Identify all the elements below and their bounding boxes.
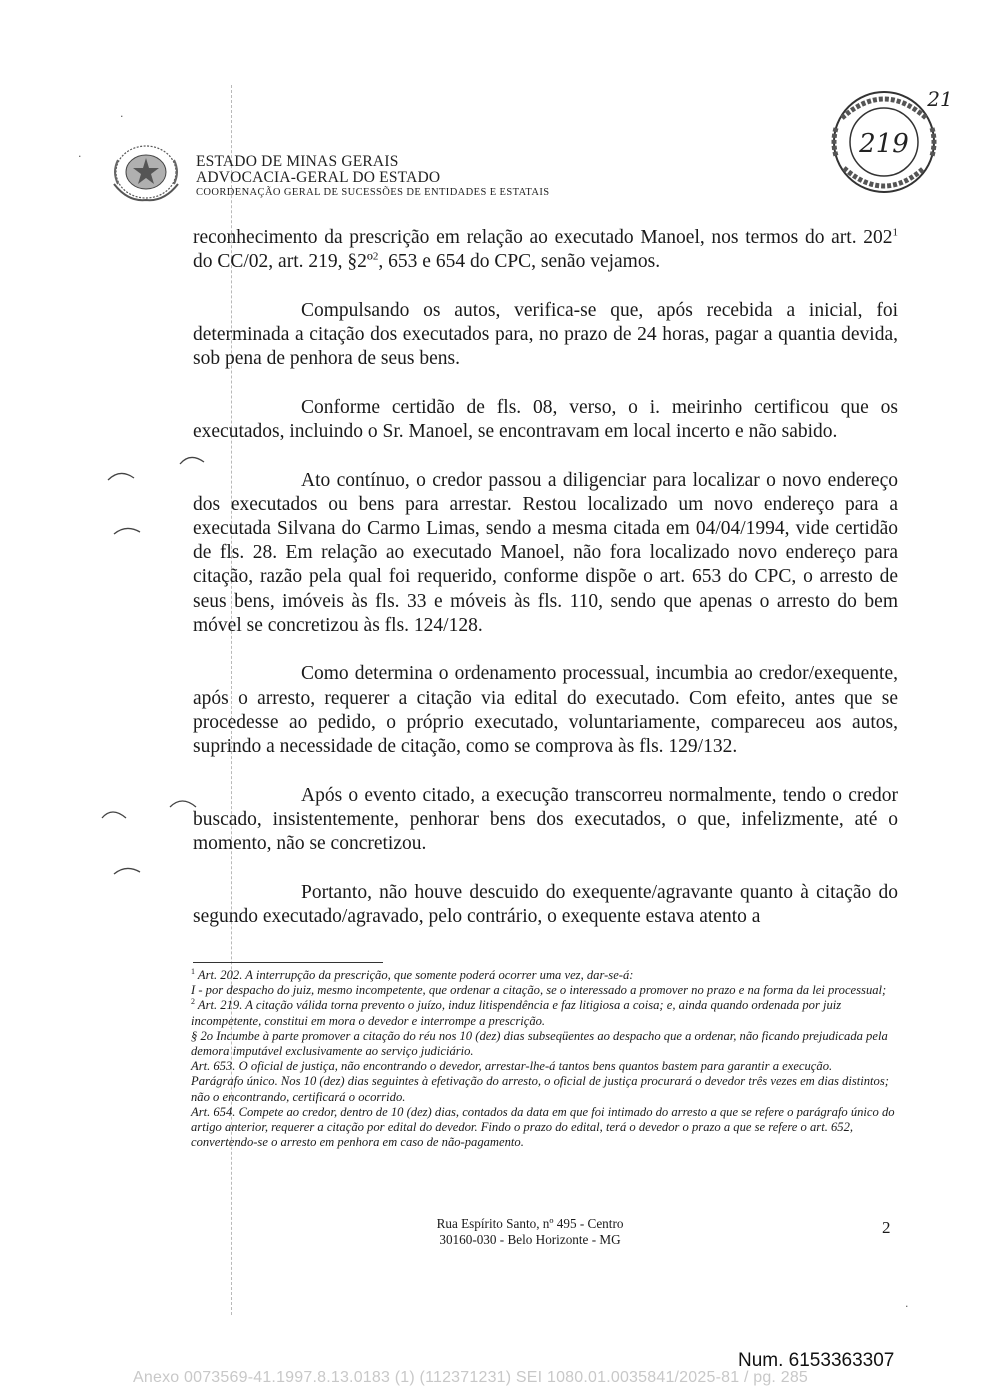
footnote-art-654: Art. 654. Compete ao credor, dentro de 10 (dez) dias, contados da data em que foi intimado do arresto a que se refere o parágrafo único do artigo anterior, requerer a citação por edital do devedor. Findo o prazo do edital, terá o devedor o prazo a que se refere o art. 652, convertendo-se o arresto em penhora em caso de não-pagamento. [191, 1104, 895, 1150]
paragraph: Como determina o ordenamento processual, incumbia ao credor/exequente, após o arresto, requerer a citação via edital do executado. Com efeito, antes que se procedesse ao pedido, o próprio executado, voluntariamente, compareceu aos autos, suprindo a necessidade de citação, como se comprova às fls. 129/132. [193, 663, 898, 758]
scan-speck: · [905, 1300, 909, 1313]
document-number: Num. 6153363307 [738, 1350, 895, 1371]
paragraph-continuation [193, 226, 898, 274]
footnote-art-653: Art. 653. O oficial de justiça, não encontrando o devedor, arrestar-lhe-á tantos bens quantos bastem para garantir a execução. [191, 1059, 833, 1074]
footnote-1 [191, 968, 901, 983]
letterhead [196, 154, 716, 199]
page-number: 2 [882, 1218, 891, 1237]
paragraph: Após o evento citado, a execução transcorreu normalmente, tendo o credor buscado, insistentemente, penhorar bens dos executados, o que, infelizmente, até o momento, não se concretizou. [193, 784, 898, 855]
footnote-1-item: I - por despacho do juiz, mesmo incompetente, que ordenar a citação, se o interessado a promover no prazo e na forma da lei processual; [191, 983, 887, 998]
document-body [193, 226, 898, 929]
header-department: COORDENAÇÃO GERAL DE SUCESSÕES DE ENTIDADES E ESTATAIS [196, 187, 550, 198]
paragraph-text: do CC/02, art. 219, §2º [193, 251, 373, 273]
paragraph: Ato contínuo, o credor passou a diligenciar para localizar o novo endereço dos executados ou bens para arrestar. Restou localizado um novo endereço para a executada Silvana do Carmo Limas, sendo a mesma citada em 04/04/1994, vide certidão de fls. 28. Em relação ao executado Manoel, não fora localizado novo endereço para citação, razão pela qual foi requerido, conforme dispõe o art. 653 do CPC, o arresto de seus bens, imóveis às fls. 33 e móveis às fls. 110, sendo que apenas o arresto do bem móvel se concretizou às fls. 124/128. [193, 469, 898, 636]
address-street: Rua Espírito Santo, nº 495 - Centro [436, 1216, 624, 1231]
footnote-art-653-paragraph: Parágrafo único. Nos 10 (dez) dias seguintes à efetivação do arresto, o oficial de justiça procurará o devedor três vezes em dias distintos; não o encontrando, certificará o ocorrido. [191, 1074, 889, 1104]
footnote-text: Art. 202. A interrupção da prescrição, que somente poderá ocorrer uma vez, dar-se-á: [195, 968, 634, 982]
margin-pencil-mark [100, 806, 132, 820]
scan-speck: · [120, 110, 124, 123]
footnote-mark: 2 [191, 997, 195, 1007]
scan-speck: · [78, 150, 82, 163]
stamp-corner-number: 21 [927, 87, 953, 111]
footnote-ref: 1 [892, 226, 898, 239]
footnotes [191, 968, 901, 1150]
margin-pencil-mark [112, 862, 144, 876]
paragraph-text: , 653 e 654 do CPC, senão vejamos. [378, 251, 661, 273]
stamp-handwritten-number: 219 [859, 129, 909, 159]
court-page-stamp [812, 84, 962, 204]
paragraph: Compulsando os autos, verifica-se que, após recebida a inicial, foi determinada a citação dos executados para, no prazo de 24 horas, pagar a quantia devida, sob pena de penhora de seus bens. [193, 299, 898, 370]
paragraph-text: reconhecimento da prescrição em relação ao executado Manoel, nos termos do art. 202 [193, 227, 893, 248]
header-state: ESTADO DE MINAS GERAIS [196, 153, 399, 170]
margin-pencil-mark [106, 468, 138, 482]
annex-reference: Anexo 0073569-41.1997.8.13.0183 (1) (112371231) SEI 1080.01.0035841/2025-81 / pg. 285 [133, 1369, 809, 1386]
paragraph: Portanto, não houve descuido do exequente/agravante quanto à citação do segundo executado/agravado, pelo contrário, o exequente estava atento a [193, 881, 898, 927]
margin-pencil-mark [112, 522, 144, 536]
state-coat-of-arms [108, 140, 184, 206]
paragraph: Conforme certidão de fls. 08, verso, o i. meirinho certificou que os executados, incluindo o Sr. Manoel, se encontravam em local incerto e não sabido. [193, 396, 898, 442]
address-city: 30160-030 - Belo Horizonte - MG [439, 1232, 621, 1247]
footnote-separator [193, 962, 383, 963]
footnote-2-paragraph: § 2o Incumbe à parte promover a citação do réu nos 10 (dez) dias subseqüentes ao despacho que a ordenar, não ficando prejudicada pela demora imputável exclusivamente ao serviço judiciário. [191, 1028, 888, 1059]
footnote-text: Art. 219. A citação válida torna prevento o juízo, induz litispendência e faz litigiosa a coisa; e, ainda quando ordenada por juiz incompetente, constitui em mora o devedor e interrompe a prescrição. [191, 998, 842, 1028]
footnote-ref: 2 [372, 250, 379, 263]
footnote-2 [191, 998, 901, 1028]
header-agency: ADVOCACIA-GERAL DO ESTADO [196, 169, 441, 186]
footer-address [380, 1216, 680, 1248]
footnote-mark: 1 [191, 966, 195, 976]
